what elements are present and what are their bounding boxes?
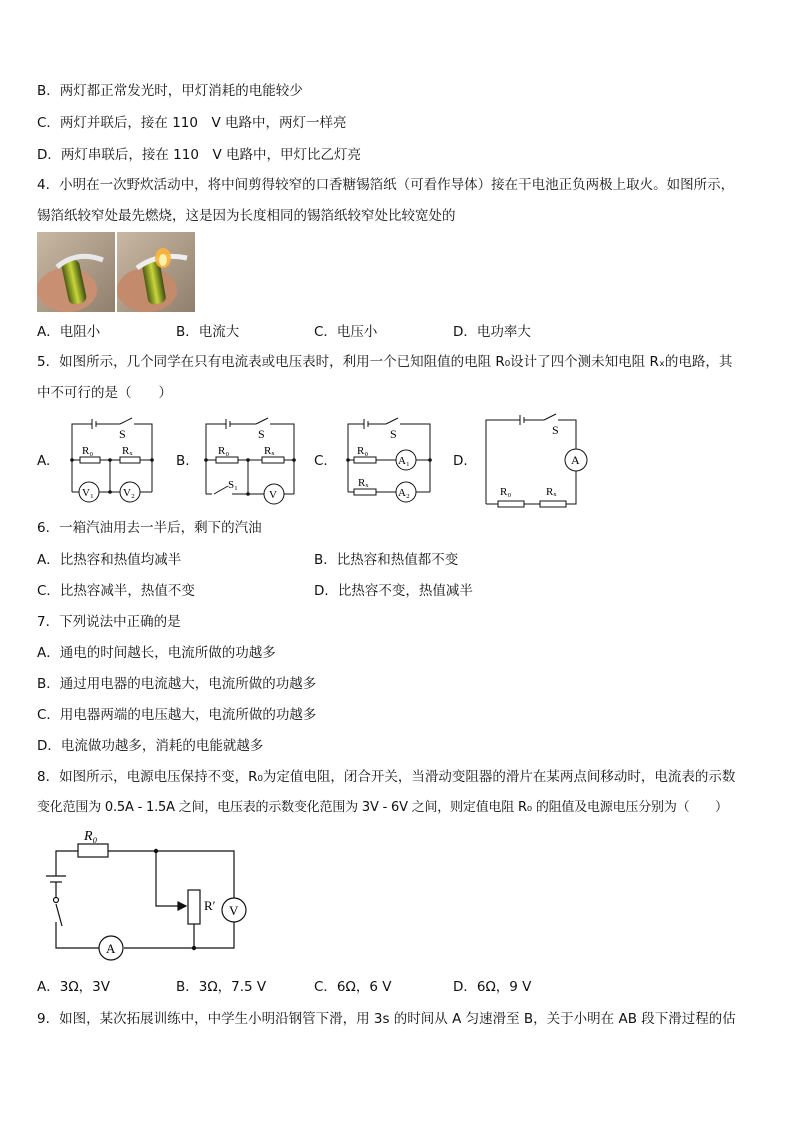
circuit-b-rx-label: Rₓ bbox=[264, 445, 275, 457]
q8-stem-line1: 8．如图所示，电源电压保持不变，R₀为定值电阻，闭合开关，当滑动变阻器的滑片在某两点间移动时，电流表的示数 bbox=[37, 769, 736, 785]
q4-option-a: A．电阻小 bbox=[37, 324, 101, 340]
q7-option-d: D．电流做功越多，消耗的电能就越多 bbox=[37, 738, 264, 754]
q5-label-d: D. bbox=[453, 453, 468, 469]
q4-stem-line1: 4．小明在一次野炊活动中，将中间剪得较窄的口香糖锡箔纸（可看作导体）接在干电池正负两极上取火。如图所示， bbox=[37, 177, 735, 193]
q8-r0-label: R₀ bbox=[84, 829, 98, 844]
q9-stem-line1: 9．如图，某次拓展训练中，中学生小明沿钢管下滑，用 3s 的时间从 A 匀速滑至 B，关于小明在 AB 段下滑过程的估 bbox=[37, 1011, 736, 1027]
q7-option-a: A．通电的时间越长，电流所做的功越多 bbox=[37, 645, 276, 661]
q4-option-d: D．电功率大 bbox=[453, 324, 531, 340]
circuit-a-r0-label: R₀ bbox=[82, 445, 94, 457]
q5-stem-line2: 中不可行的是（ ） bbox=[37, 385, 172, 401]
q8-v-label: V bbox=[229, 903, 239, 918]
q6-option-d: D．比热容不变，热值减半 bbox=[314, 583, 473, 599]
q3-option-d: D．两灯串联后，接在 110 V 电路中，甲灯比乙灯亮 bbox=[37, 147, 361, 163]
q4-stem-line2: 锡箔纸较窄处最先燃烧，这是因为长度相同的锡箔纸较窄处比较宽处的 bbox=[37, 208, 456, 224]
q6-option-a: A．比热容和热值均减半 bbox=[37, 552, 182, 568]
q6-option-b: B．比热容和热值都不变 bbox=[314, 552, 459, 568]
q3-option-b: B．两灯都正常发光时，甲灯消耗的电能较少 bbox=[37, 83, 303, 99]
q5-label-b: B. bbox=[176, 453, 190, 469]
q5-stem-line1: 5．如图所示，几个同学在只有电流表或电压表时，利用一个已知阻值的电阻 R₀设计了四个测未知电阻 Rₓ的电路，其 bbox=[37, 354, 733, 370]
circuit-b-v-label: V bbox=[269, 489, 277, 501]
q8-option-d: D．6Ω，9 V bbox=[453, 979, 532, 995]
q5-label-a: A. bbox=[37, 453, 51, 469]
q5-circuit-b bbox=[198, 412, 304, 508]
q6-option-c: C．比热容减半，热值不变 bbox=[37, 583, 195, 599]
q4-option-c: C．电压小 bbox=[314, 324, 378, 340]
q8-rprime-label: R′ bbox=[204, 898, 216, 913]
q8-option-a: A．3Ω，3V bbox=[37, 979, 110, 995]
circuit-a-rx-label: Rₓ bbox=[122, 445, 133, 457]
q7-stem: 7．下列说法中正确的是 bbox=[37, 614, 181, 630]
q8-stem-line2: 变化范围为 0.5A - 1.5A 之间，电压表的示数变化范围为 3V - 6V 之间，则定值电阻 R₀ 的阻值及电源电压分别为（ ） bbox=[37, 800, 728, 815]
circuit-a-v2-label: V₂ bbox=[123, 487, 135, 499]
circuit-d-a-label: A bbox=[571, 453, 580, 467]
tinfoil-battery-photo bbox=[37, 232, 195, 312]
q8-option-c: C．6Ω，6 V bbox=[314, 979, 392, 995]
circuit-b-r0-label: R₀ bbox=[218, 445, 230, 457]
q5-label-c: C. bbox=[314, 453, 328, 469]
circuit-c-rx-label: Rₓ bbox=[358, 477, 369, 489]
q5-circuit-c bbox=[338, 412, 438, 508]
circuit-a-v1-label: V₁ bbox=[82, 487, 94, 499]
circuit-d-r0-label: R₀ bbox=[500, 486, 512, 498]
q5-circuit-a bbox=[62, 412, 162, 508]
circuit-c-r0-label: R₀ bbox=[357, 445, 369, 457]
q7-option-c: C．用电器两端的电压越大，电流所做的功越多 bbox=[37, 707, 317, 723]
q8-a-label: A bbox=[106, 941, 116, 956]
circuit-c-switch-label: S bbox=[390, 427, 397, 441]
circuit-b-switch1-label: S₁ bbox=[228, 479, 238, 491]
circuit-c-a2-label: A₂ bbox=[398, 487, 410, 499]
q6-stem: 6．一箱汽油用去一半后，剩下的汽油 bbox=[37, 520, 262, 536]
circuit-d-rx-label: Rₓ bbox=[546, 486, 557, 498]
q8-option-b: B．3Ω，7.5 V bbox=[176, 979, 267, 995]
q5-circuit-d bbox=[480, 404, 600, 510]
q8-circuit bbox=[38, 826, 253, 966]
circuit-d-switch-label: S bbox=[552, 423, 559, 437]
q7-option-b: B．通过用电器的电流越大，电流所做的功越多 bbox=[37, 676, 317, 692]
circuit-a-switch-label: S bbox=[119, 427, 126, 441]
circuit-c-a1-label: A₁ bbox=[398, 455, 410, 467]
circuit-b-switch-label: S bbox=[258, 427, 265, 441]
q3-option-c: C．两灯并联后，接在 110 V 电路中，两灯一样亮 bbox=[37, 115, 347, 131]
q4-option-b: B．电流大 bbox=[176, 324, 240, 340]
